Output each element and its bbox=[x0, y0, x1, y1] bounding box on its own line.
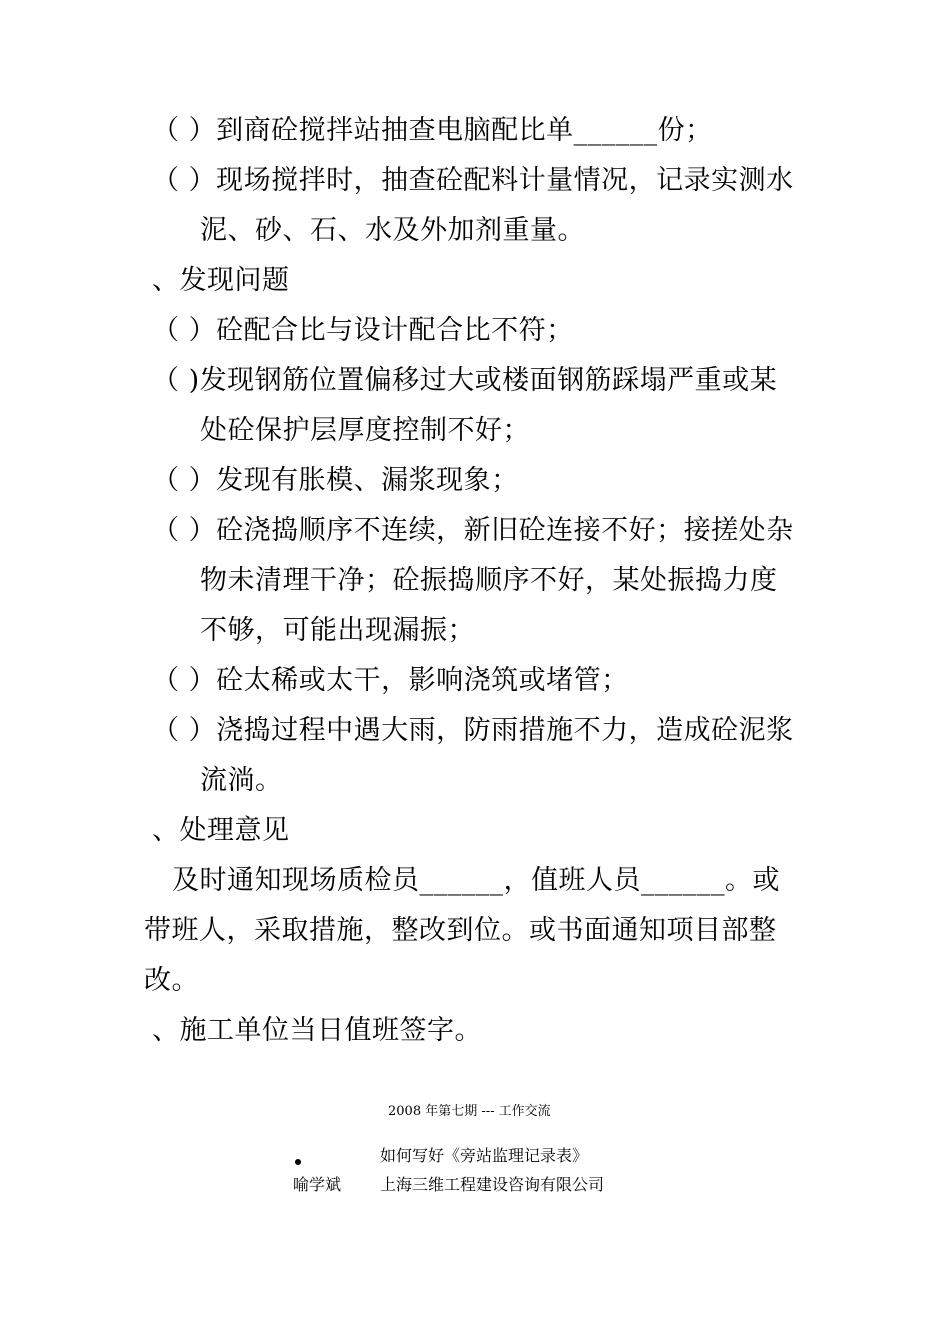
body-line-11: 不够，可能出现漏振； bbox=[200, 615, 475, 646]
section-heading-signature: 、施工单位当日值班签字。 bbox=[152, 1015, 482, 1046]
body-line-10: 物未清理干净；砼振捣顺序不好，某处振捣力度 bbox=[200, 565, 778, 596]
body-line-2: （ ）现场搅拌时，抽查砼配料计量情况，记录实测水 bbox=[152, 165, 794, 196]
body-line-1: （ ）到商砼搅拌站抽查电脑配比单______份； bbox=[152, 115, 713, 146]
author-name: 喻学斌 bbox=[293, 1175, 342, 1194]
article-title: 如何写好《旁站监理记录表》 bbox=[380, 1146, 589, 1165]
body-line-3: 泥、砂、石、水及外加剂重量。 bbox=[200, 215, 585, 246]
bullet-icon bbox=[295, 1159, 301, 1165]
issue-header: 2008 年第七期 --- 工作交流 bbox=[388, 1104, 551, 1119]
body-line-18: 改。 bbox=[144, 965, 199, 996]
body-line-6: （ )发现钢筋位置偏移过大或楼面钢筋踩塌严重或某 bbox=[152, 365, 778, 396]
company-name: 上海三维工程建设咨询有限公司 bbox=[380, 1175, 605, 1194]
body-line-12: （ ）砼太稀或太干，影响浇筑或堵管； bbox=[152, 665, 629, 696]
body-line-17: 带班人，采取措施，整改到位。或书面通知项目部整 bbox=[144, 915, 777, 946]
body-line-9: （ ）砼浇捣顺序不连续，新旧砼连接不好；接搓处杂 bbox=[152, 515, 794, 546]
body-line-7: 处砼保护层厚度控制不好； bbox=[200, 415, 530, 446]
body-line-14: 流淌。 bbox=[200, 765, 283, 796]
body-line-13: （ ）浇捣过程中遇大雨，防雨措施不力，造成砼泥浆 bbox=[152, 715, 794, 746]
section-heading-handling: 、处理意见 bbox=[152, 815, 290, 846]
section-heading-issues: 、发现问题 bbox=[152, 265, 290, 296]
body-line-8: （ ）发现有胀模、漏浆现象； bbox=[152, 465, 519, 496]
body-line-16: 及时通知现场质检员______，值班人员______。或 bbox=[172, 865, 780, 896]
body-line-5: （ ）砼配合比与设计配合比不符； bbox=[152, 315, 574, 346]
